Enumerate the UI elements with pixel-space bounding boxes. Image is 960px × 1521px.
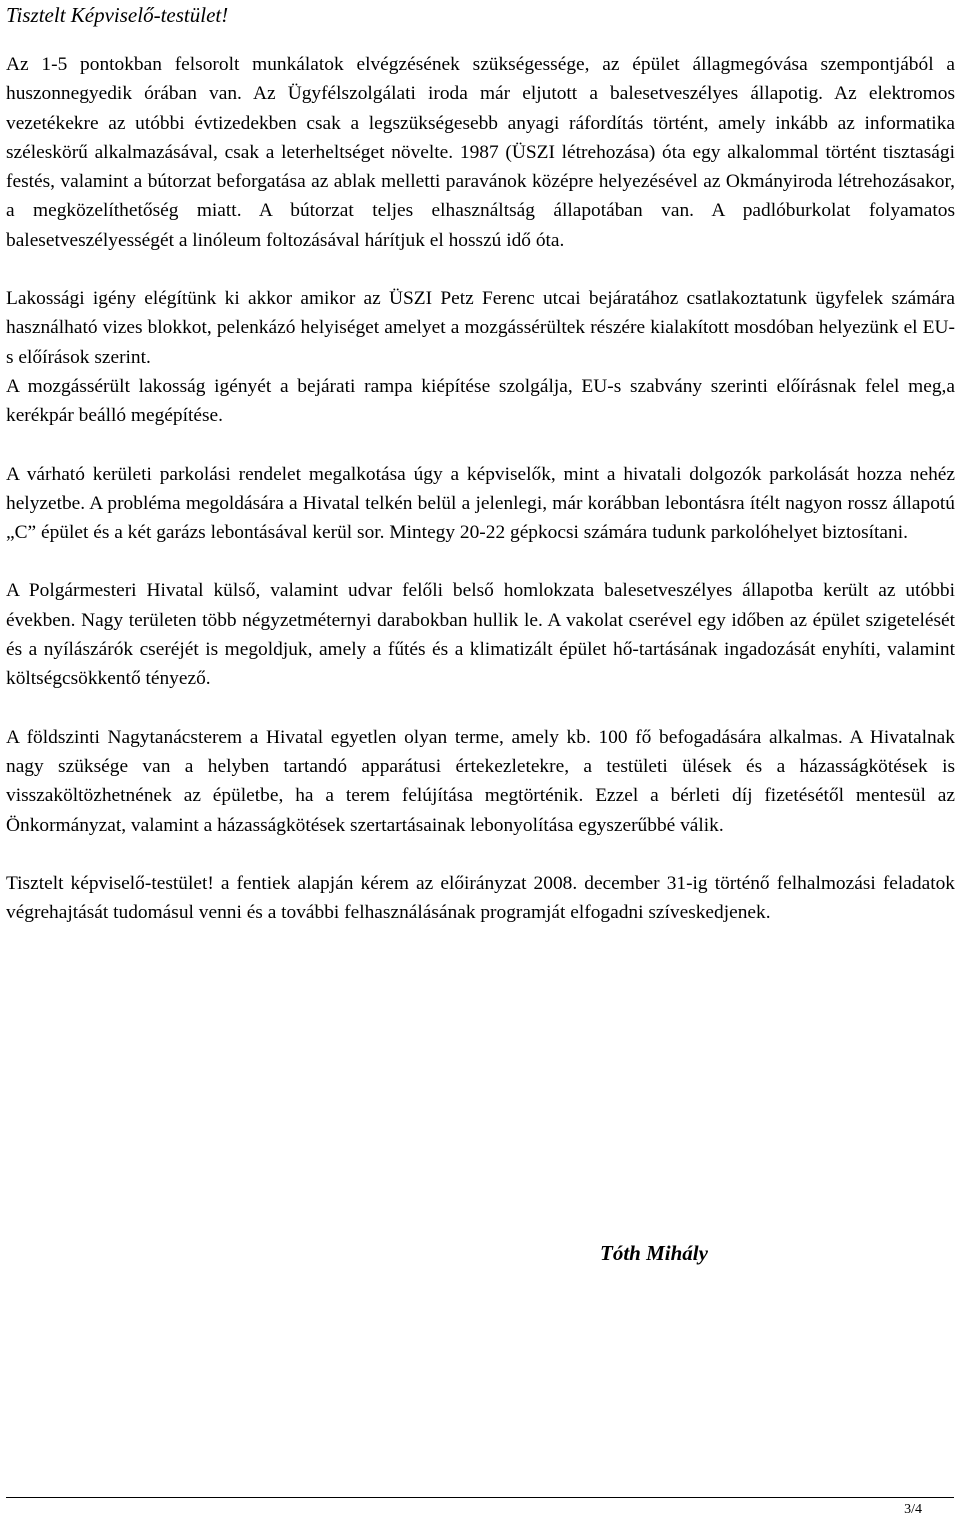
paragraph-building-condition: Az 1-5 pontokban felsorolt munkálatok elvégzésének szükségessége, az épület állagmegóvása szempontjából a huszonnegyedik órában van. Az Ügyfélszolgálati iroda már eljutott a balesetveszélyes állapotig. Az elektromos vezetékekre az utóbbi évtizedekben csak a legszükségesebb anyagi ráfordítás történt, amely inkább az informatika széleskörű alkalmazásával, csak a leterheltséget növelte. 1987 (ÜSZI létrehozása) óta egy alkalommal történt tisztasági festés, valamint a bútorzat beforgatása az ablak melletti paravánok középre helyezésével az Okmányiroda létrehozásakor, a megközelíthetőség miatt. A bútorzat teljes elhasználtság állapotában van. A padlóburkolat folyamatos balesetveszélyességét a linóleum foltozásával hárítjuk el hosszú idő óta. — [6, 54, 955, 251]
paragraph-facade: A Polgármesteri Hivatal külső, valamint udvar felőli belső homlokzata balesetveszélyes állapotba került az utóbbi években. Nagy területen több négyzetméternyi darabokban hullik le. A vakolat cserével egy időben az épület szigetelését és a nyílászárók cseréjét is megoldjuk, amely a fűtés és a klimatizált épület hő-tartásának ingadozását enyhíti, valamint költségcsökkentő tényező. — [6, 580, 955, 690]
paragraph-parking: A várható kerületi parkolási rendelet megalkotása úgy a képviselők, mint a hivatali dolgozók parkolását hozza nehéz helyzetbe. A probléma megoldására a Hivatal telkén belül a jelenlegi, már korábban lebontásra ítélt nagyon rossz állapotú „C” épület és a két garázs lebontásával kerül sor. Mintegy 20-22 gépkocsi számára tudunk parkolóhelyet biztosítani. — [6, 463, 955, 544]
paragraph-accessibility: A mozgássérült lakosság igényét a bejárati rampa kiépítése szolgálja, EU-s szabvány szerinti előírásnak felel meg,a kerékpár beálló megépítése. — [6, 375, 955, 427]
paragraph-council-hall: A földszinti Nagytanácsterem a Hivatal egyetlen olyan terme, amely kb. 100 fő befogadására alkalmas. A Hivatalnak nagy szüksége van a helyben tartandó apparátusi értekezletekre, a testületi ülések és a házasságkötések is visszaköltözhetnének az épületbe, ha a terem felújítása megtörténik. Ezzel a bérleti díj fizetésétől mentesül az Önkormányzat, valamint a házasságkötések szertartásainak lebonyolítása egyszerűbbé válik. — [6, 726, 955, 836]
paragraph-public-needs: Lakossági igény elégítünk ki akkor amikor az ÜSZI Petz Ferenc utcai bejáratához csatlakoztatunk ügyfelek számára használható vizes blokkot, pelenkázó helyiséget amelyet a mozgássérültek részére kialakított mosdóban helyezünk el EU-s előírások szerint. — [6, 288, 955, 368]
paragraph-closing-request: Tisztelt képviselő-testület! a fentiek alapján kérem az előirányzat 2008. december 31-ig történő felhalmozási feladatok végrehajtását tudomásul venni és a további felhasználásának programját elfogadni szíveskedjenek. — [6, 872, 955, 924]
salutation-heading: Tisztelt Képviselő-testület! — [6, 3, 229, 27]
signature-name: Tóth Mihály — [600, 1241, 708, 1265]
footer-divider — [6, 1497, 954, 1498]
document-page — [6, 0, 955, 927]
page-number: 3/4 — [904, 1502, 922, 1517]
